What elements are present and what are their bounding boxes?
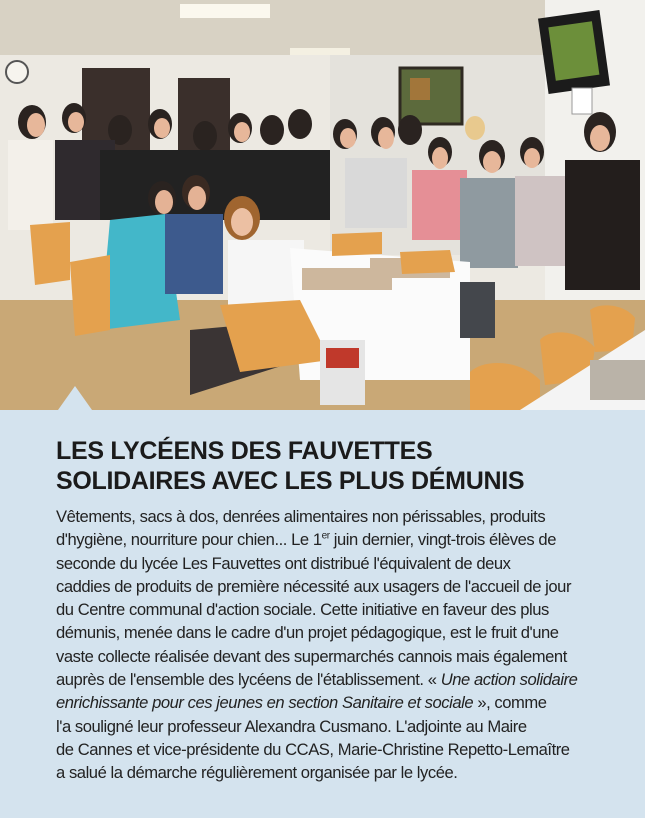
body-line: seconde du lycée Les Fauvettes ont distribué l'équivalent de deux <box>56 553 511 573</box>
body-line: caddies de produits de première nécessité aux usagers de l'accueil de jour <box>56 576 572 596</box>
body-line: vaste collecte réalisée devant des supermarchés cannois mais également <box>56 646 567 666</box>
body-line: démunis, menée dans le cadre d'un projet pédagogique, est le fruit d'une <box>56 623 559 643</box>
article <box>56 436 645 785</box>
article-headline <box>56 436 645 496</box>
photo-caption-notch <box>58 386 92 410</box>
headline-line-1: LES LYCÉENS DES FAUVETTES <box>56 437 433 465</box>
body-line: Vêtements, sacs à dos, denrées alimentaires non périssables, produits <box>56 507 546 526</box>
body-line: d'hygiène, nourriture pour chien... Le 1er juin dernier, vingt-trois élèves de <box>56 530 556 550</box>
headline-line-2: SOLIDAIRES AVEC LES PLUS DÉMUNIS <box>56 467 525 495</box>
body-line: de Cannes et vice-présidente du CCAS, Marie-Christine Repetto-Lemaître <box>56 739 570 759</box>
body-line: auprès de l'ensemble des lycéens de l'établissement. « Une action solidaire <box>56 670 578 690</box>
body-line: enrichissante pour ces jeunes en section Sanitaire et sociale », comme <box>56 693 547 713</box>
quote-italic: Une action solidaire <box>440 670 578 690</box>
article-body <box>56 505 645 785</box>
quote-italic: enrichissante pour ces jeunes en section Sanitaire et sociale <box>56 693 474 713</box>
body-line: l'a souligné leur professeur Alexandra Cusmano. L'adjointe au Maire <box>56 716 527 736</box>
body-line: a salué la démarche régulièrement organisée par le lycée. <box>56 763 458 783</box>
body-line: du Centre communal d'action sociale. Cette initiative en faveur des plus <box>56 600 549 620</box>
